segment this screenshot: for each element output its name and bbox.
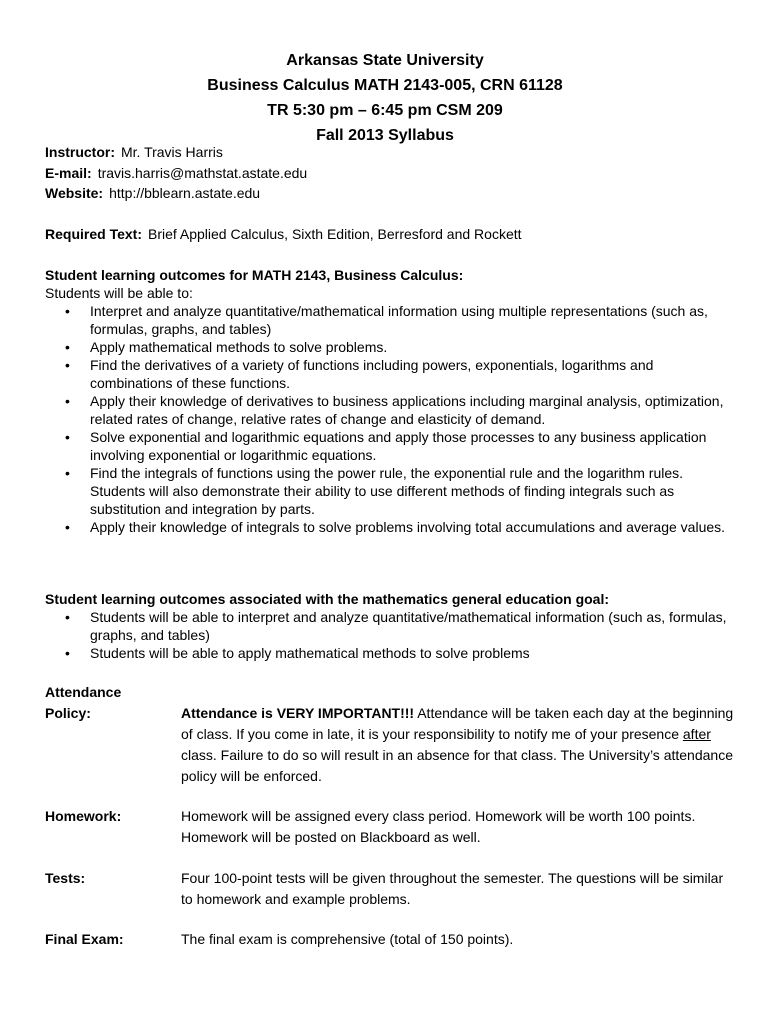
email-address[interactable]: travis.harris@mathstat.astate.edu <box>97 164 308 181</box>
attendance-underlined: after <box>682 726 711 742</box>
list-item-text: Apply mathematical methods to solve problems. <box>90 339 388 355</box>
attendance-label-line1: Attendance <box>45 684 122 700</box>
final-exam-text: The final exam is comprehensive (total of 150 points). <box>181 931 514 947</box>
university-title: Arkansas State University <box>286 52 484 69</box>
learning-outcomes-section <box>45 266 735 536</box>
tests-text: Four 100-point tests will be given throughout the semester. The questions will be similar to homework and example problems. <box>181 870 724 907</box>
required-text <box>45 224 522 244</box>
website-row <box>45 183 307 204</box>
list-item <box>45 518 735 536</box>
gen-ed-heading: Student learning outcomes associated with the mathematics general education goal: <box>45 591 610 607</box>
website-link[interactable]: http://bblearn.astate.edu <box>109 185 261 201</box>
attendance-text <box>181 682 735 787</box>
list-item <box>45 302 735 338</box>
bullet-icon: • <box>65 609 70 625</box>
website-label: Website: <box>45 185 104 201</box>
attendance-label-line2: Policy: <box>45 705 91 721</box>
list-item <box>45 338 735 356</box>
contact-info <box>45 142 307 204</box>
homework-policy <box>45 806 735 848</box>
learning-outcomes-heading: Student learning outcomes for MATH 2143, Business Calculus: <box>45 267 464 283</box>
email-row <box>45 163 307 184</box>
syllabus-term: Fall 2013 Syllabus <box>316 127 454 144</box>
list-item-text: Students will be able to interpret and analyze quantitative/mathematical information (such as, formulas, graphs, and tables) <box>90 609 727 643</box>
tests-label: Tests: <box>45 870 86 886</box>
list-item <box>45 608 735 644</box>
bullet-icon: • <box>65 393 70 409</box>
final-exam-policy <box>45 929 735 950</box>
list-item-text: Find the integrals of functions using the power rule, the exponential rule and the logarithm rules. Students will also demonstrate their ability to use different methods of finding integrals such as substitution and integration by parts. <box>90 465 684 517</box>
learning-outcomes-list <box>45 302 735 536</box>
list-item-text: Apply their knowledge of derivatives to business applications including marginal analysis, optimization, related rates of change, relative rates of change and elasticity of demand. <box>90 393 724 427</box>
document-header <box>0 48 770 148</box>
list-item-text: Interpret and analyze quantitative/mathematical information using multiple representations (such as, formulas, graphs, and tables) <box>90 303 708 337</box>
email-label: E-mail: <box>45 164 92 181</box>
list-item <box>45 464 735 518</box>
list-item <box>45 356 735 392</box>
attendance-policy <box>45 682 735 787</box>
gen-ed-list <box>45 608 735 662</box>
bullet-icon: • <box>65 357 70 373</box>
list-item <box>45 392 735 428</box>
bullet-icon: • <box>65 303 70 319</box>
tests-policy <box>45 868 735 910</box>
learning-outcomes-intro: Students will be able to: <box>45 285 193 301</box>
homework-text: Homework will be assigned every class period. Homework will be worth 100 points. Homework will be posted on Blackboard as well. <box>181 808 696 845</box>
required-text-label: Required Text: <box>45 226 142 242</box>
list-item <box>45 644 735 662</box>
list-item-text: Solve exponential and logarithmic equations and apply those processes to any business application involving exponential or logarithmic equations. <box>90 429 707 463</box>
list-item-text: Students will be able to apply mathematical methods to solve problems <box>90 645 530 661</box>
instructor-row <box>45 142 307 163</box>
attendance-text-a: Attendance will be taken each day at the beginning of class. If you come in late, it is your responsibility to notify me of your presence <box>181 705 734 742</box>
final-exam-label: Final Exam: <box>45 931 124 947</box>
list-item <box>45 428 735 464</box>
instructor-label: Instructor: <box>45 144 115 160</box>
homework-label: Homework: <box>45 808 122 824</box>
attendance-label <box>45 682 175 724</box>
bullet-icon: • <box>65 429 70 445</box>
bullet-icon: • <box>65 465 70 481</box>
list-item-text: Apply their knowledge of integrals to solve problems involving total accumulations and average values. <box>90 519 726 535</box>
bullet-icon: • <box>65 645 70 661</box>
list-item-text: Find the derivatives of a variety of functions including powers, exponentials, logarithms and combinations of these functions. <box>90 357 654 391</box>
attendance-text-b: class. Failure to do so will result in an absence for that class. The University’s attendance policy will be enforced. <box>181 747 733 784</box>
bullet-icon: • <box>65 339 70 355</box>
attendance-emphasis: Attendance is VERY IMPORTANT!!! <box>181 705 415 721</box>
gen-ed-section <box>45 590 735 662</box>
bullet-icon: • <box>65 519 70 535</box>
course-schedule: TR 5:30 pm – 6:45 pm CSM 209 <box>267 102 503 119</box>
required-text-value: Brief Applied Calculus, Sixth Edition, Berresford and Rockett <box>147 226 522 242</box>
course-title: Business Calculus MATH 2143-005, CRN 61128 <box>207 77 563 94</box>
instructor-name: Mr. Travis Harris <box>121 144 223 160</box>
